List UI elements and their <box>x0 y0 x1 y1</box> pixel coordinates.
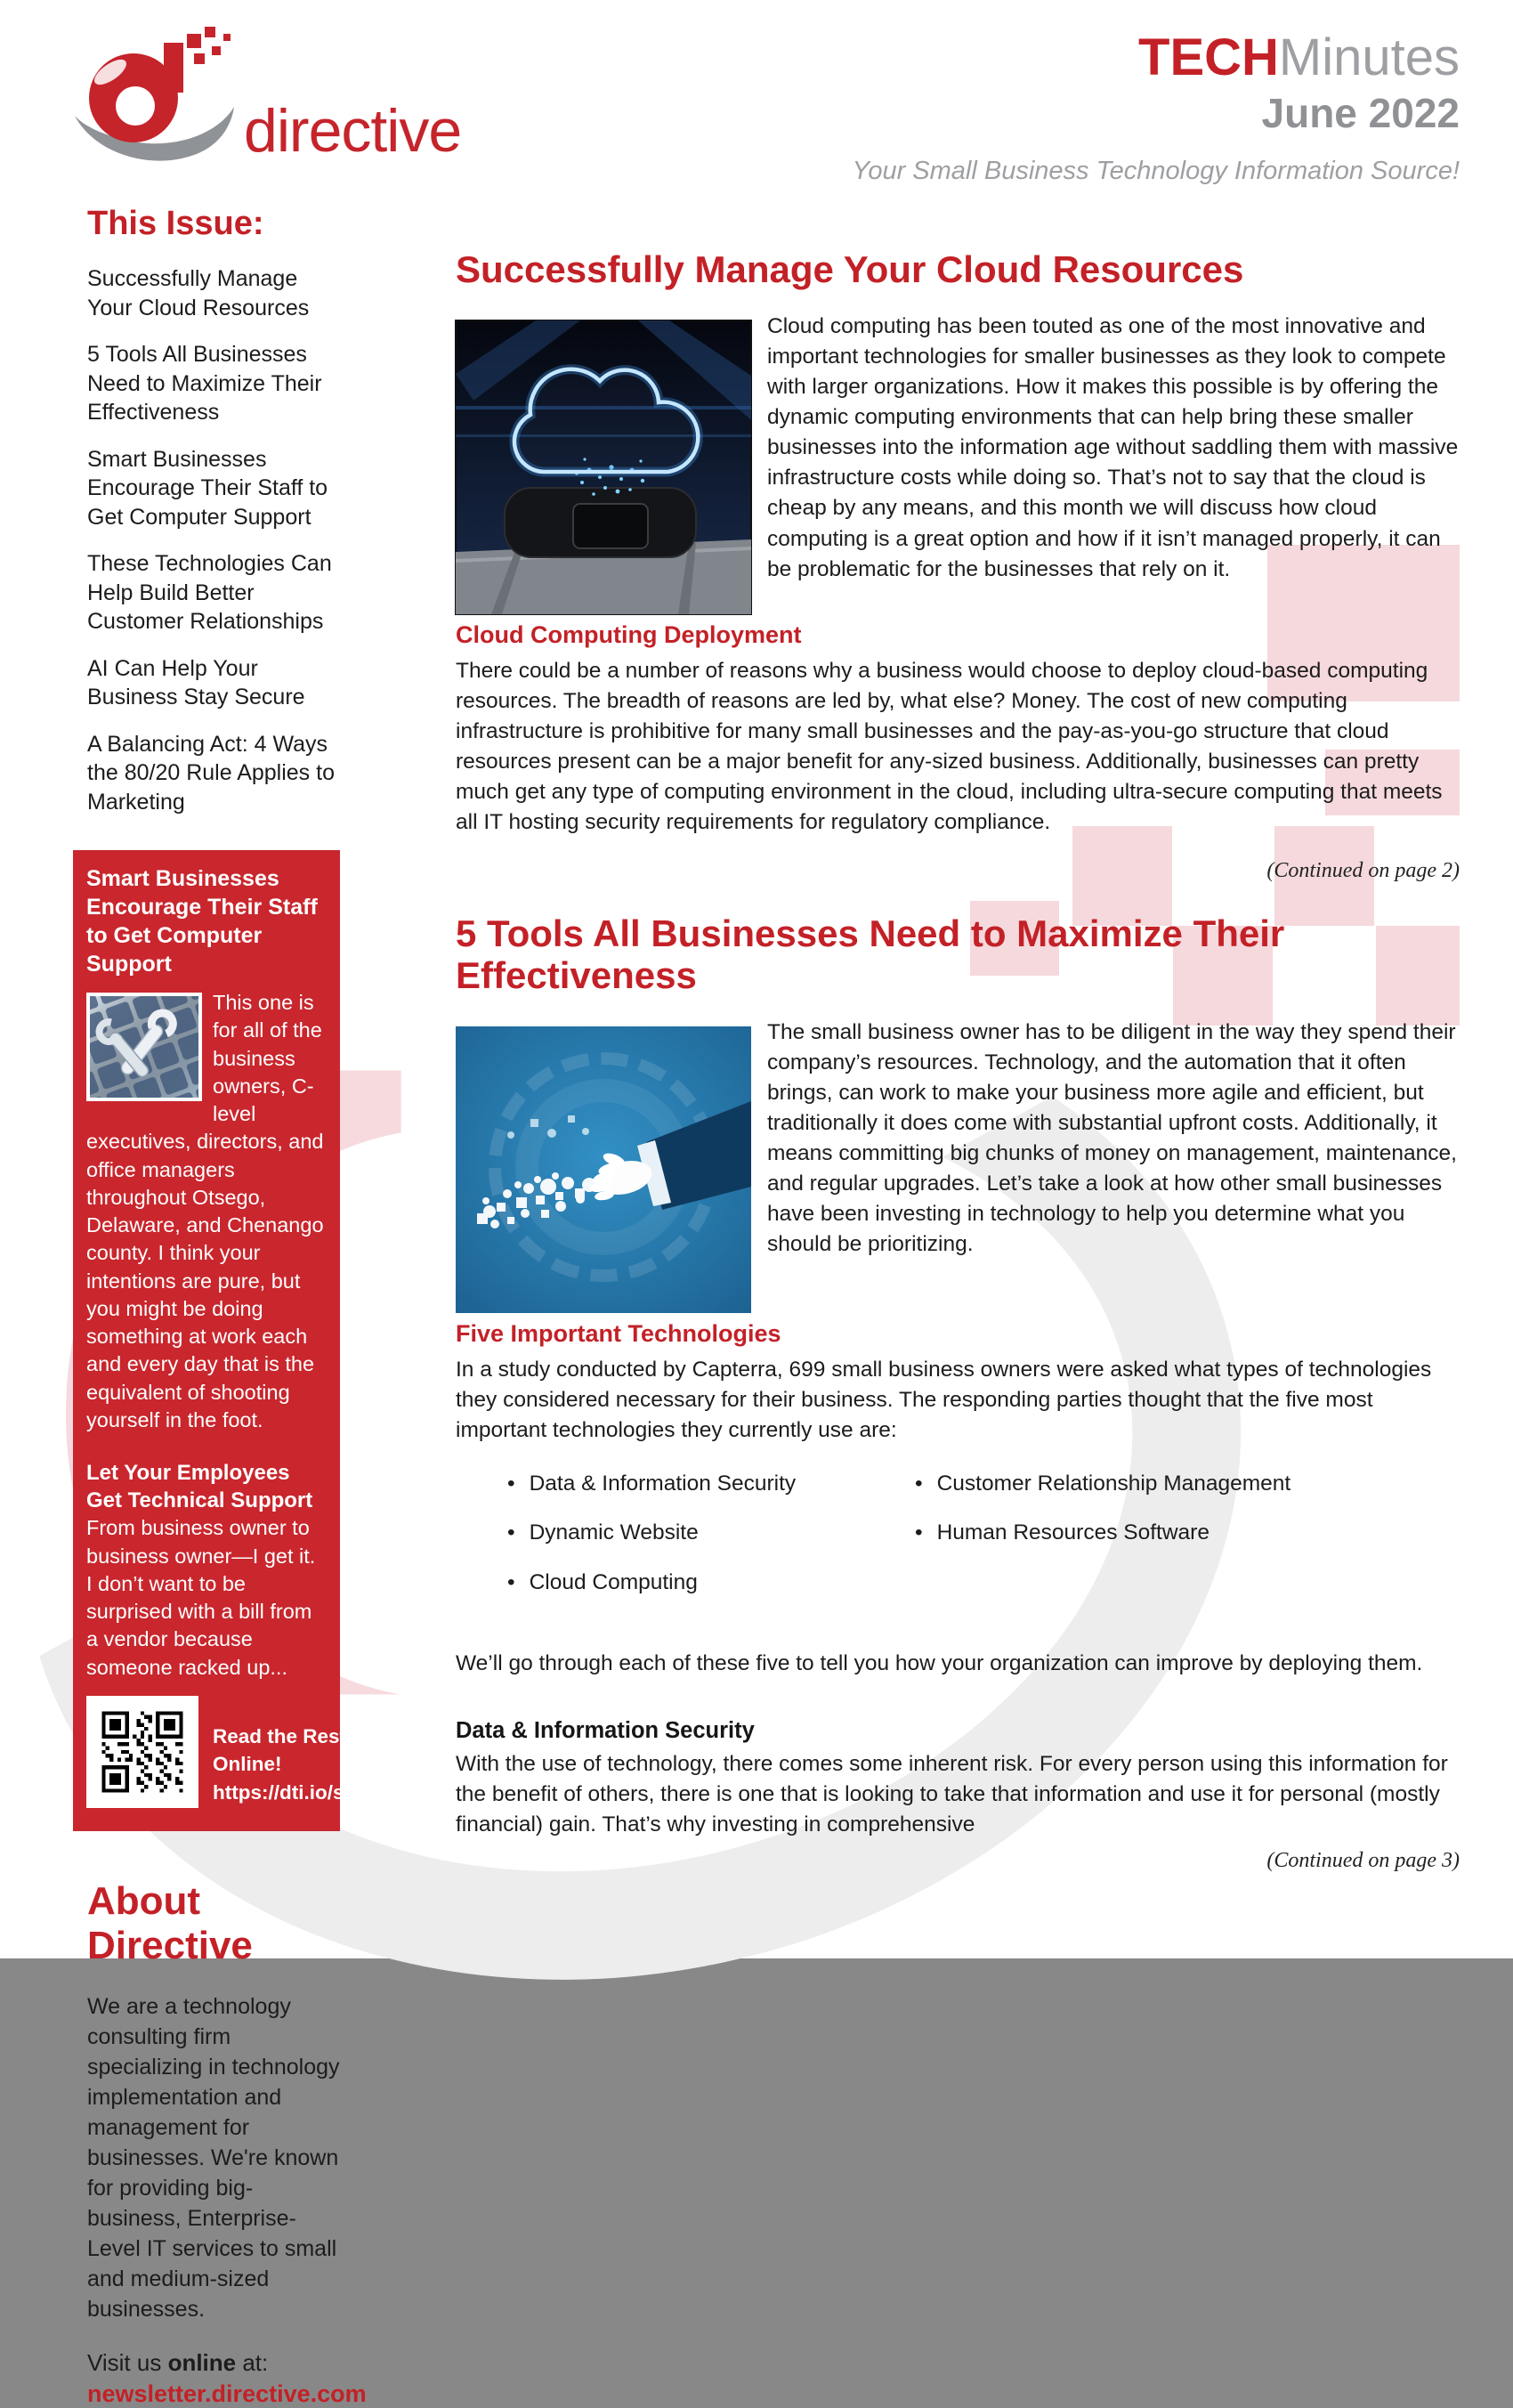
toc-item: 5 Tools All Businesses Need to Maximize Their Effectiveness <box>87 342 322 425</box>
feature-box-subhead: Let Your Employees Get Technical Support <box>86 1461 313 1513</box>
issue-date: June 2022 <box>1261 90 1460 136</box>
qr-row <box>86 1696 409 1815</box>
feature-box-title: Smart Businesses Encourage Their Staff to Get Computer Support <box>86 866 318 977</box>
article1-para1: Cloud computing has been touted as one of the most innovative and important technologies for smaller businesses as they look to compete with larger organizations. How it makes this possible is by offering the dynamic computing environments that can help bring these smaller businesses into the information age without saddling them with massive infrastructure costs while doing so. That’s not to say that the cloud is cheap by any means, and this month we will discuss how cloud computing is a great option and how if it isn’t managed properly, it can be problematic for the businesses that rely on it. <box>767 314 1459 581</box>
toc-item: A Balancing Act: 4 Ways the 80/20 Rule Applies to Marketing <box>87 731 335 815</box>
logo-text: directive <box>244 97 462 165</box>
article2-subhead2: Data & Information Security <box>456 1718 755 1744</box>
continued-note-page3: (Continued on page 3) <box>1266 1849 1460 1873</box>
toc-item: These Technologies Can Help Build Better Customer Relationships <box>87 551 332 634</box>
handshake-image <box>456 1026 751 1313</box>
feature-box <box>73 850 409 1831</box>
about-paragraph: We are a technology consulting firm specializing in technology implementation and management for businesses. We're known for providing big-business, Enterprise-Level IT services to small and medium-sized businesses. <box>87 1993 340 2322</box>
bullet-item: • Cloud Computing <box>507 1569 915 1595</box>
article2-para2: In a study conducted by Capterra, 699 small business owners were asked what types of technologies they considered necessary for their business. The responding parties thought that the five most important technologies they currently use are: <box>456 1357 1432 1442</box>
feature-box-para2: From business owner to business owner—I get it. I don’t want to be surprised with a bill from a vendor because someone racked up... <box>86 1516 316 1679</box>
technology-bullet-list <box>456 1471 1460 1618</box>
bullet-item: • Customer Relationship Management <box>915 1471 1460 1496</box>
article2-para4: With the use of technology, there comes some inherent risk. For every person using this information for the benefit of others, there is one that is looking to take that information and use it for personal (mostly financial) gain. That’s why investing in comprehensive <box>456 1752 1448 1837</box>
qr-code-icon <box>86 1696 198 1808</box>
continued-note-page2: (Continued on page 2) <box>1266 859 1460 883</box>
qr-cta-text: Read the Rest Online! <box>213 1724 347 1776</box>
article-five-tools <box>456 913 1460 1873</box>
feature-box-para1: This one is for all of the business owners, C-level executives, directors, and office managers throughout Otsego, Delaware, and Chenango county. I think your intentions are pure, but you might be doing something at work each and every day that is the equivalent of shooting yourself in the foot. <box>86 991 324 1431</box>
toc-item: AI Can Help Your Business Stay Secure <box>87 655 305 709</box>
directive-logo-icon <box>64 23 239 177</box>
bullet-column-2 <box>915 1471 1460 1618</box>
bullet-item: • Human Resources Software <box>915 1520 1460 1545</box>
article2-para3: We’ll go through each of these five to tell you how your organization can improve by deploying them. <box>456 1651 1423 1676</box>
article1-subhead: Cloud Computing Deployment <box>456 621 802 649</box>
bullet-column-1 <box>507 1471 915 1618</box>
article2-para1: The small business owner has to be diligent in the way they spend their company’s resources. Technology, and the automation that it often brings, can work to make your business more agile and efficient, but traditionally it does come with substantial upfront costs. Additionally, it means committing big chunks of money on management, maintenance, and regular upgrades. Let’s take a look at how other small businesses have been investing in technology to help you determine what you should be prioritizing. <box>767 1019 1457 1257</box>
article2-subhead: Five Important Technologies <box>456 1319 781 1347</box>
article1-para2: There could be a number of reasons why a business would choose to deploy cloud-based computing resources. The breadth of reasons are led by, what else? Money. The cost of new computing infrastructure is prohibitive for many small businesses and the pay-as-you-go structure that cloud resources present can be a major benefit for any-sized business. Additionally, businesses can pretty much get any type of computing environment in the cloud, including ultra-secure computing that meets all IT hosting security requirements for regulatory compliance. <box>456 659 1443 835</box>
visit-line: Visit us online at: <box>87 2348 269 2376</box>
wrench-keyboard-image <box>86 993 202 1101</box>
masthead-title: TECHMinutes <box>1138 28 1460 86</box>
qr-call-to-action <box>213 1723 409 1807</box>
cloud-hologram-image <box>456 320 751 614</box>
tagline: Your Small Business Technology Information Source! <box>852 157 1460 185</box>
masthead <box>853 30 1460 186</box>
bullet-item: • Dynamic Website <box>507 1520 915 1545</box>
toc-item: Successfully Manage Your Cloud Resources <box>87 266 310 320</box>
article2-title: 5 Tools All Businesses Need to Maximize Their Effectiveness <box>456 912 1285 996</box>
bullet-item: • Data & Information Security <box>507 1471 915 1496</box>
qr-url-link[interactable]: https://dti.io/smbpcs <box>213 1780 409 1804</box>
main-column <box>456 249 1460 1873</box>
newsletter-url-link[interactable]: newsletter.directive.com <box>87 2380 367 2407</box>
toc-item: Smart Businesses Encourage Their Staff to Get Computer Support <box>87 446 328 530</box>
directive-logo <box>64 23 461 177</box>
article-cloud-resources <box>456 249 1460 883</box>
about-heading: About Directive <box>87 1878 253 1967</box>
table-of-contents <box>53 264 340 816</box>
sidebar <box>53 205 409 2408</box>
article1-title: Successfully Manage Your Cloud Resources <box>456 248 1244 290</box>
this-issue-heading: This Issue: <box>87 205 264 242</box>
